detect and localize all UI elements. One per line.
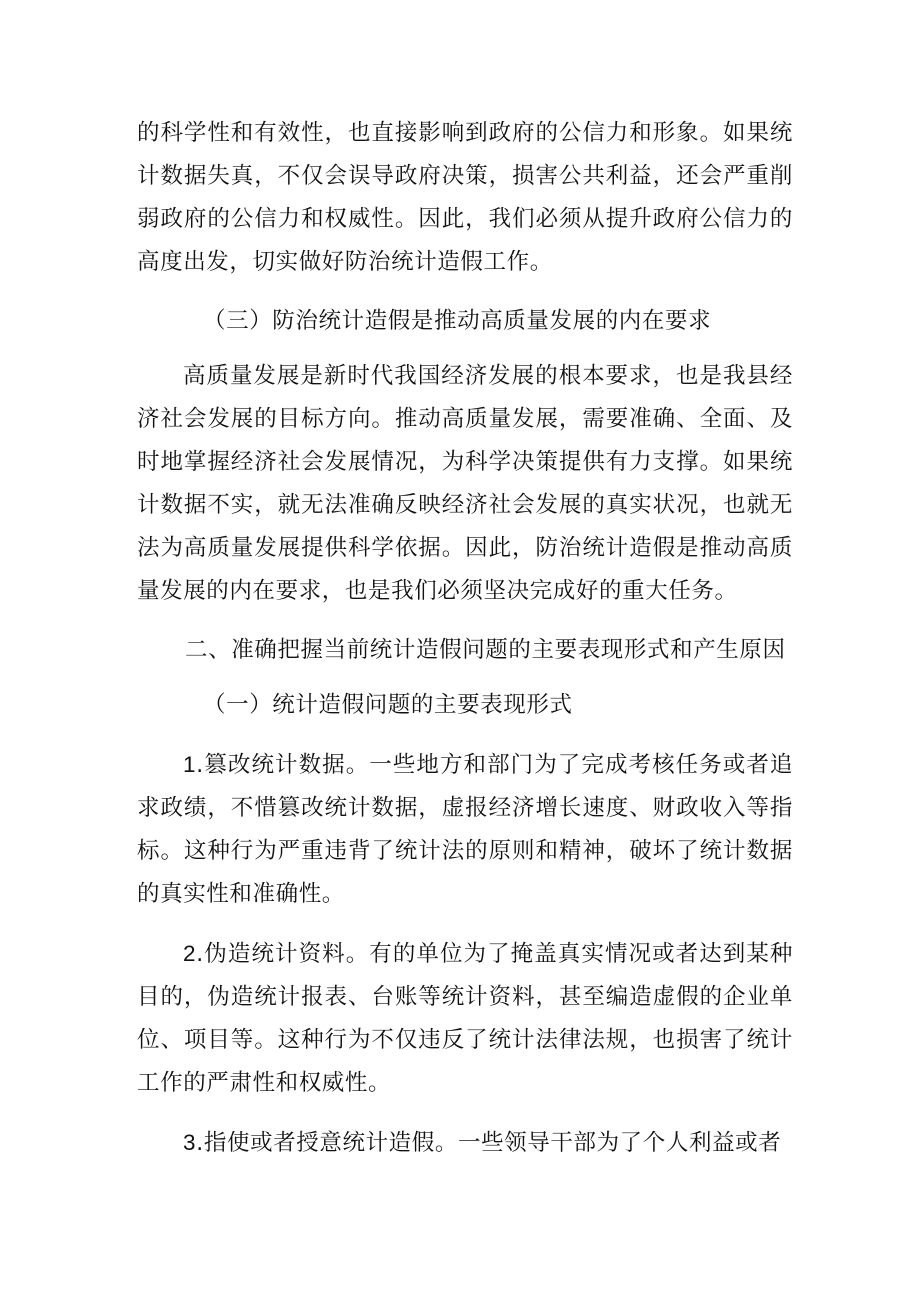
list-item-text: 一些领导干部为了个人利益或者 [457, 1130, 782, 1156]
paragraph-continuation: 的科学性和有效性，也直接影响到政府的公信力和形象。如果统计数据失真，不仅会误导政府决策，损害公共利益，还会严重削弱政府的公信力和权威性。因此，我们必须从提升政府公信力的高度出发，切实做好防治统计造假工作。 [137, 120, 793, 275]
paragraph-high-quality-development: 高质量发展是新时代我国经济发展的根本要求，也是我县经济社会发展的目标方向。推动高质量发展，需要准确、全面、及时地掌握经济社会发展情况，为科学决策提供有力支撑。如果统计数据不实，就无法准确反映经济社会发展的真实状况，也就无法为高质量发展提供科学依据。因此，防治统计造假是推动高质量发展的内在要求，也是我们必须坚决完成好的重大任务。 [137, 363, 793, 604]
list-item-number: 3 [183, 1130, 197, 1155]
list-item-title: .指使或者授意统计造假。 [196, 1130, 458, 1156]
document-body [137, 112, 793, 1165]
list-item-text: 一些地方和部门为了完成考核任务或者追求政绩，不惜篡改统计数据，虚报经济增长速度、财政收入等指标。这种行为严重违背了统计法的原则和精神，破坏了统计数据的真实性和准确性。 [137, 752, 793, 907]
list-item-number: 2 [183, 941, 197, 966]
list-item-3 [137, 1121, 793, 1165]
section-heading-two: 二、准确把握当前统计造假问题的主要表现形式和产生原因 [185, 637, 786, 663]
list-item-title: .伪造统计资料。 [196, 941, 370, 967]
list-item-number: 1 [183, 752, 197, 777]
list-item-1 [137, 743, 793, 916]
list-item-text: 有的单位为了掩盖真实情况或者达到某种目的，伪造统计报表、台账等统计资料，甚至编造虚假的企业单位、项目等。这种行为不仅违反了统计法律法规，也损害了统计工作的严肃性和权威性。 [137, 941, 793, 1096]
subheading-three: （三）防治统计造假是推动高质量发展的内在要求 [203, 308, 712, 334]
subheading-one: （一）统计造假问题的主要表现形式 [203, 692, 573, 718]
list-item-2 [137, 932, 793, 1105]
list-item-title: .篡改统计数据。 [196, 752, 370, 778]
